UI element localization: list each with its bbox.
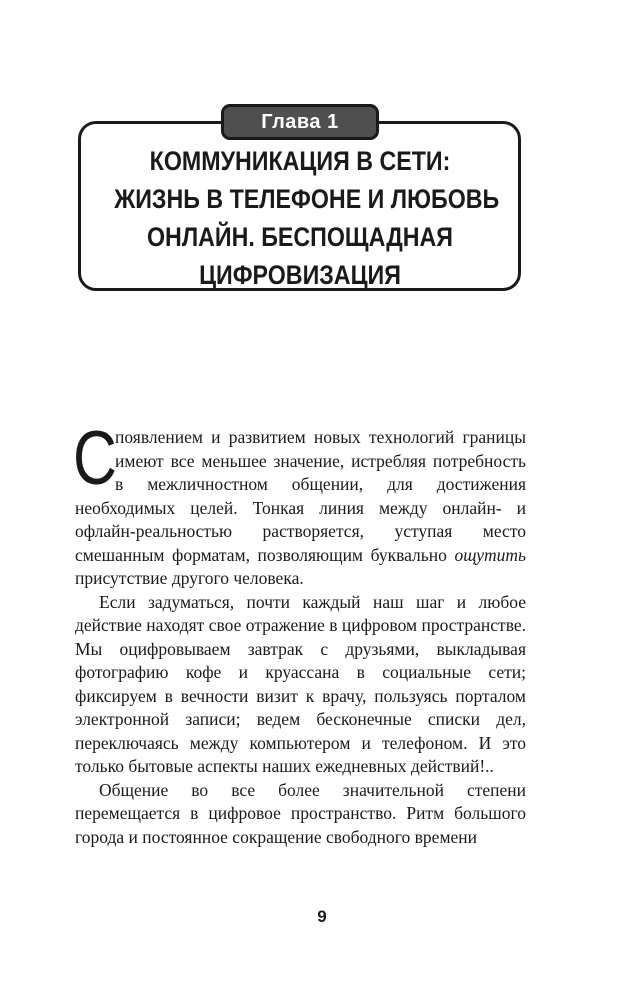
chapter-title — [114, 142, 500, 294]
page-number: 9 — [317, 907, 327, 926]
chapter-title-line: КОММУНИКАЦИЯ В СЕТИ: — [149, 146, 451, 176]
drop-cap: С — [73, 416, 117, 501]
paragraph-1-text-end: присутствие другого человека. — [75, 568, 304, 588]
paragraph-2: Если задуматься, почти каждый наш шаг и любое действие находят свое отражение в цифровом пространстве. Мы оцифровываем завтрак с друзьями, выкладывая фотографию кофе и круассана в социальные сети; фиксируем в вечности визит к врачу, пользуясь порталом электронной записи; ведем бесконечные списки дел, переключаясь между компьютером и телефоном. И это только бытовые аспекты наших ежедневных действий!.. — [75, 591, 526, 776]
paragraph-1 — [73, 416, 526, 591]
chapter-title-line: ОНЛАЙН. БЕСПОЩАДНАЯ — [146, 222, 453, 252]
chapter-title-line: ЦИФРОВИЗАЦИЯ — [199, 260, 401, 290]
paragraph-1-text-start: появлением и развитием новых технологий границы имеют все меньшее значение, истребляя потребность в межличностном общении, для достижения необходимых целей. Тонкая линия между онлайн- и офлайн-реальностью растворяется, уступая место смешанным форматам, позволяющим буквально — [75, 427, 526, 565]
paragraph-3: Общение во все более значительной степени перемещается в цифровое пространство. Ритм большого города и постоянное сокращение свободного времени — [75, 779, 526, 847]
paragraph-1-emphasis: ощутить — [454, 544, 526, 565]
chapter-label: Глава 1 — [221, 104, 379, 140]
chapter-title-line: ЖИЗНЬ В ТЕЛЕФОНЕ И ЛЮБОВЬ — [114, 184, 500, 214]
body-text — [73, 416, 526, 849]
